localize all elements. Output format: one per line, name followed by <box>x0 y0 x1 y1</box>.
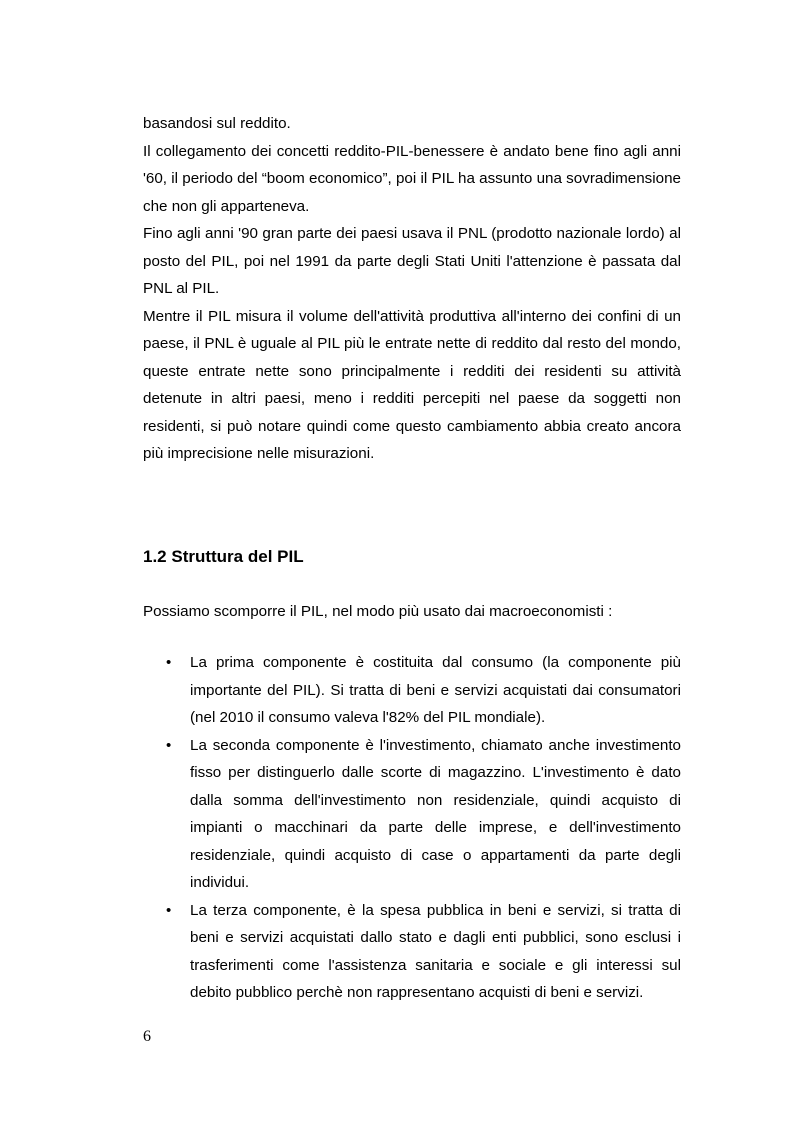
paragraph: Fino agli anni '90 gran parte dei paesi usava il PNL (prodotto nazionale lordo) al posto del PIL, poi nel 1991 da parte degli Stati Uniti l'attenzione è passata dal PNL al PIL. <box>143 225 681 297</box>
list-item-text: La seconda componente è l'investimento, chiamato anche investimento fisso per distinguerlo dalle scorte di magazzino. L'investimento è dato dalla somma dell'investimento non residenziale, quindi acquisto di impianti o macchinari da parte delle imprese, e dell'investimento residenziale, quindi acquisto di case o appartamenti da parte degli individui. <box>190 736 681 891</box>
page-number: 6 <box>143 1028 151 1045</box>
bullet-icon: • <box>166 654 172 671</box>
list-item <box>143 732 681 897</box>
list-item <box>143 649 681 732</box>
list-item-text: La terza componente, è la spesa pubblica in beni e servizi, si tratta di beni e servizi acquistati dallo stato e dagli enti pubblici, sono esclusi i trasferimenti come l'assistenza sanitaria e sociale e gli interessi sul debito pubblico perchè non rappresentano acquisti di beni e servizi. <box>190 901 681 1001</box>
bullet-list <box>143 649 681 1007</box>
section-intro: Possiamo scomporre il PIL, nel modo più usato dai macroeconomisti : <box>143 602 613 620</box>
paragraph: Il collegamento dei concetti reddito-PIL-benessere è andato bene fino agli anni '60, il periodo del “boom economico”, poi il PIL ha assunto una sovradimensione che non gli apparteneva. <box>143 142 681 215</box>
paragraph: basandosi sul reddito. <box>143 115 291 132</box>
bullet-icon: • <box>166 901 172 919</box>
list-item <box>143 897 681 1007</box>
paragraph: Mentre il PIL misura il volume dell'attività produttiva all'interno dei confini di un paese, il PNL è uguale al PIL più le entrate nette di reddito dal resto del mondo, queste entrate nette sono principalmente i redditi dei residenti su attività detenute in altri paesi, meno i redditi percepiti nel paese da soggetti non residenti, si può notare quindi come questo cambiamento abbia creato ancora più imprecisione nelle misurazioni. <box>143 307 681 462</box>
list-item-text: La prima componente è costituita dal consumo (la componente più importante del PIL). Si tratta di beni e servizi acquistati dai consumatori (nel 2010 il consumo valeva l'82% del PIL mondiale). <box>190 654 681 726</box>
page-body <box>143 110 681 1007</box>
section-heading: 1.2 Struttura del PIL <box>143 546 304 566</box>
bullet-icon: • <box>166 736 172 754</box>
